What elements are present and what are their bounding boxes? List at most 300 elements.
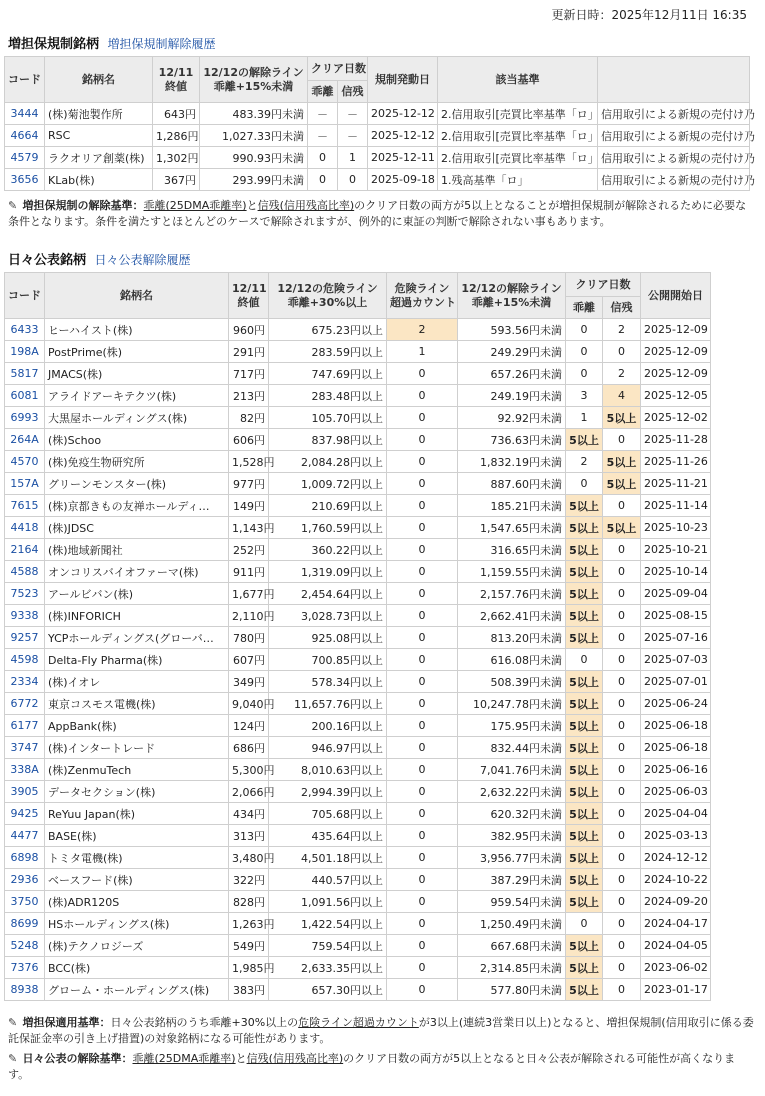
release-line: 92.92円未満 [458, 407, 566, 429]
col-header-kairi: 乖離 [308, 81, 338, 103]
close-price: 2,066円 [229, 781, 269, 803]
danger-line: 2,454.64円以上 [269, 583, 387, 605]
table-row [5, 759, 711, 781]
danger-count: 0 [387, 385, 458, 407]
clear-days-shinzan: 0 [603, 561, 641, 583]
danger-count: 0 [387, 759, 458, 781]
release-line: 959.54円未満 [458, 891, 566, 913]
danger-line: 3,028.73円以上 [269, 605, 387, 627]
clear-days-shinzan: 0 [603, 495, 641, 517]
col-header-reason: 該当基準 [438, 57, 598, 103]
close-price: 291円 [229, 341, 269, 363]
stock-code-link[interactable]: 2936 [5, 869, 45, 891]
publication-start-date: 2025-06-24 [641, 693, 711, 715]
danger-line: 1,319.09円以上 [269, 561, 387, 583]
margin-release-criteria-note: ✎ 増担保規制の解除基準：乖離(25DMA乖離率)と信残(信用残高比率)のクリア日数の両方が5以上となることが増担保規制が解除されるために必要な条件となります。条件を満たすとほとんどのケースで解除されますが、例外的に東証の判断で解除されない事もあります。 [8, 199, 747, 228]
stock-code-link[interactable]: 338A [5, 759, 45, 781]
danger-line: 2,994.39円以上 [269, 781, 387, 803]
release-line: 316.65円未満 [458, 539, 566, 561]
danger-line: 1,091.56円以上 [269, 891, 387, 913]
publication-start-date: 2025-12-09 [641, 319, 711, 341]
danger-line: 705.68円以上 [269, 803, 387, 825]
table-row [5, 825, 711, 847]
stock-code-link[interactable]: 4588 [5, 561, 45, 583]
danger-line: 675.23円以上 [269, 319, 387, 341]
danger-line: 8,010.63円以上 [269, 759, 387, 781]
regulation-note: 信用取引による新規の売付け乃 [598, 103, 750, 125]
release-line: 577.80円未満 [458, 979, 566, 1001]
col-header-code[interactable]: コード [5, 273, 45, 319]
clear-days-kairi: 5以上 [566, 561, 603, 583]
release-line: 2,314.85円未満 [458, 957, 566, 979]
clear-days-kairi: － [308, 125, 338, 147]
danger-count: 0 [387, 561, 458, 583]
stock-name: ヒーハイスト(株) [45, 319, 229, 341]
danger-count: 0 [387, 407, 458, 429]
stock-code-link[interactable]: 5248 [5, 935, 45, 957]
table-row [5, 407, 711, 429]
stock-code-link[interactable]: 8938 [5, 979, 45, 1001]
publication-start-date: 2025-06-18 [641, 737, 711, 759]
danger-count: 0 [387, 429, 458, 451]
clear-days-kairi: 5以上 [566, 847, 603, 869]
col-header-name[interactable]: 銘柄名 [45, 273, 229, 319]
publication-start-date: 2025-06-03 [641, 781, 711, 803]
table-row [5, 913, 711, 935]
close-price: 383円 [229, 979, 269, 1001]
section-title-daily-publication [8, 249, 191, 268]
clear-days-shinzan: 0 [603, 935, 641, 957]
danger-count: 0 [387, 803, 458, 825]
table-row [5, 737, 711, 759]
danger-count: 0 [387, 891, 458, 913]
publication-start-date: 2024-12-12 [641, 847, 711, 869]
release-line: 10,247.78円未満 [458, 693, 566, 715]
regulation-note: 信用取引による新規の売付け乃 [598, 147, 750, 169]
col-header-release-line[interactable]: 12/12の解除ライン 乖離+15%未満 [458, 273, 566, 319]
danger-line: 1,422.54円以上 [269, 913, 387, 935]
margin-regulation-history-link[interactable]: 増担保規制解除履歴 [107, 37, 216, 51]
close-price: 2,110円 [229, 605, 269, 627]
stock-code-link[interactable]: 3444 [5, 103, 45, 125]
close-price: 549円 [229, 935, 269, 957]
table-row [5, 671, 711, 693]
release-line: 990.93円未満 [200, 147, 308, 169]
stock-name: (株)京都きもの友禅ホールディ… [45, 495, 229, 517]
kairi-definition-link[interactable]: 乖離(25DMA乖離率) [143, 199, 247, 212]
publication-start-date: 2025-07-03 [641, 649, 711, 671]
table-row [5, 147, 750, 169]
col-header-start-date[interactable]: 公開開始日 [641, 273, 711, 319]
clear-days-shinzan: 2 [603, 363, 641, 385]
clear-days-kairi: 0 [566, 319, 603, 341]
regulation-note: 信用取引による新規の売付け乃 [598, 169, 750, 191]
release-line: 387.29円未満 [458, 869, 566, 891]
release-line: 1,159.55円未満 [458, 561, 566, 583]
close-price: 434円 [229, 803, 269, 825]
col-header-price[interactable]: 12/11 終値 [153, 57, 200, 103]
clear-days-kairi: 5以上 [566, 495, 603, 517]
close-price: 1,302円 [153, 147, 200, 169]
clear-days-shinzan: 0 [603, 583, 641, 605]
clear-days-kairi: 0 [566, 341, 603, 363]
clear-days-kairi: 5以上 [566, 539, 603, 561]
stock-code-link[interactable]: 157A [5, 473, 45, 495]
release-line: 175.95円未満 [458, 715, 566, 737]
danger-count: 0 [387, 363, 458, 385]
danger-line: 11,657.76円以上 [269, 693, 387, 715]
regulation-reason: 2.信用取引[売買比率基準「ロ」 [438, 147, 598, 169]
release-line: 508.39円未満 [458, 671, 566, 693]
table-row [5, 649, 711, 671]
table-row [5, 935, 711, 957]
release-line: 1,250.49円未満 [458, 913, 566, 935]
danger-line: 210.69円以上 [269, 495, 387, 517]
danger-count: 0 [387, 847, 458, 869]
close-price: 977円 [229, 473, 269, 495]
publication-start-date: 2023-01-17 [641, 979, 711, 1001]
close-price: 124円 [229, 715, 269, 737]
col-header-start-date[interactable]: 規制発動日 [368, 57, 438, 103]
clear-days-shinzan: 0 [603, 759, 641, 781]
regulation-note: 信用取引による新規の売付け乃 [598, 125, 750, 147]
danger-line: 700.85円以上 [269, 649, 387, 671]
table-row [5, 605, 711, 627]
pencil-icon: ✎ [8, 1052, 18, 1065]
release-line: 293.99円未満 [200, 169, 308, 191]
clear-days-shinzan: 0 [603, 627, 641, 649]
stock-name: ベースフード(株) [45, 869, 229, 891]
section-title-text: 増担保規制銘柄 [8, 37, 100, 52]
stock-code-link[interactable]: 264A [5, 429, 45, 451]
col-header-danger-line[interactable]: 12/12の危険ライン 乖離+30%以上 [269, 273, 387, 319]
danger-count: 0 [387, 715, 458, 737]
danger-count: 0 [387, 627, 458, 649]
stock-name: PostPrime(株) [45, 341, 229, 363]
stock-name: HSホールディングス(株) [45, 913, 229, 935]
stock-name: YCPホールディングス(グローバ… [45, 627, 229, 649]
danger-count: 0 [387, 539, 458, 561]
stock-code-link[interactable]: 2164 [5, 539, 45, 561]
danger-line: 360.22円以上 [269, 539, 387, 561]
stock-code-link[interactable]: 9425 [5, 803, 45, 825]
table-row [5, 561, 711, 583]
stock-code-link[interactable]: 5817 [5, 363, 45, 385]
clear-days-shinzan: 5以上 [603, 407, 641, 429]
table-row [5, 451, 711, 473]
danger-count-definition-link[interactable]: 危険ライン超過カウント [298, 1016, 419, 1029]
publication-start-date: 2025-08-15 [641, 605, 711, 627]
stock-code-link[interactable]: 2334 [5, 671, 45, 693]
publication-start-date: 2025-12-09 [641, 341, 711, 363]
col-header-shinzan: 信残 [603, 297, 641, 319]
danger-line: 4,501.18円以上 [269, 847, 387, 869]
close-price: 606円 [229, 429, 269, 451]
clear-days-kairi: 5以上 [566, 803, 603, 825]
close-price: 213円 [229, 385, 269, 407]
stock-code-link[interactable]: 9257 [5, 627, 45, 649]
col-header-price[interactable]: 12/11 終値 [229, 273, 269, 319]
danger-count: 0 [387, 605, 458, 627]
stock-name: アライドアーキテクツ(株) [45, 385, 229, 407]
clear-days-kairi: 5以上 [566, 583, 603, 605]
clear-days-kairi: 5以上 [566, 693, 603, 715]
table-row [5, 473, 711, 495]
close-price: 1,286円 [153, 125, 200, 147]
release-line: 2,157.76円未満 [458, 583, 566, 605]
danger-count: 0 [387, 869, 458, 891]
col-header-release-line[interactable]: 12/12の解除ライン 乖離+15%未満 [200, 57, 308, 103]
danger-line: 2,633.35円以上 [269, 957, 387, 979]
table-row [5, 803, 711, 825]
clear-days-shinzan: 0 [603, 781, 641, 803]
stock-code-link[interactable]: 4477 [5, 825, 45, 847]
clear-days-kairi: 0 [308, 169, 338, 191]
stock-code-link[interactable]: 4598 [5, 649, 45, 671]
publication-start-date: 2025-12-02 [641, 407, 711, 429]
col-header-clear-days: クリア日数 [308, 57, 368, 81]
release-line: 2,662.41円未満 [458, 605, 566, 627]
publication-start-date: 2025-10-23 [641, 517, 711, 539]
close-price: 82円 [229, 407, 269, 429]
publication-start-date: 2023-06-02 [641, 957, 711, 979]
col-header-clear-days: クリア日数 [566, 273, 641, 297]
stock-name: (株)菊池製作所 [45, 103, 153, 125]
update-timestamp: 更新日時：2025年12月11日 16:35 [551, 8, 747, 22]
close-price: 780円 [229, 627, 269, 649]
clear-days-shinzan: 2 [603, 319, 641, 341]
clear-days-kairi: 0 [308, 147, 338, 169]
table-row [5, 103, 750, 125]
clear-days-kairi: 5以上 [566, 715, 603, 737]
clear-days-kairi: 1 [566, 407, 603, 429]
clear-days-kairi: 5以上 [566, 957, 603, 979]
clear-days-shinzan: 0 [603, 979, 641, 1001]
table-row [5, 341, 711, 363]
stock-name: (株)ADR120S [45, 891, 229, 913]
stock-code-link[interactable]: 3750 [5, 891, 45, 913]
stock-code-link[interactable]: 6177 [5, 715, 45, 737]
clear-days-kairi: 5以上 [566, 737, 603, 759]
release-line: 832.44円未満 [458, 737, 566, 759]
margin-regulation-table [4, 56, 755, 191]
danger-line: 747.69円以上 [269, 363, 387, 385]
regulation-start-date: 2025-12-12 [368, 125, 438, 147]
release-line: 1,027.33円未満 [200, 125, 308, 147]
stock-code-link[interactable]: 3656 [5, 169, 45, 191]
clear-days-shinzan: 0 [338, 169, 368, 191]
clear-days-shinzan: 4 [603, 385, 641, 407]
close-price: 1,528円 [229, 451, 269, 473]
table-row [5, 627, 711, 649]
stock-name: (株)イオレ [45, 671, 229, 693]
stock-name: KLab(株) [45, 169, 153, 191]
table-row [5, 781, 711, 803]
stock-name: (株)INFORICH [45, 605, 229, 627]
danger-line: 435.64円以上 [269, 825, 387, 847]
clear-days-kairi: － [308, 103, 338, 125]
clear-days-shinzan: 0 [603, 693, 641, 715]
clear-days-kairi: 5以上 [566, 891, 603, 913]
stock-name: Delta-Fly Pharma(株) [45, 649, 229, 671]
release-line: 7,041.76円未満 [458, 759, 566, 781]
danger-line: 1,009.72円以上 [269, 473, 387, 495]
daily-release-criteria-note: ✎ 日々公表の解除基準：乖離(25DMA乖離率)と信残(信用残高比率)のクリア日数の両方が5以上となると日々公表が解除される可能性が高くなります。 [8, 1052, 736, 1081]
close-price: 5,300円 [229, 759, 269, 781]
clear-days-shinzan: 0 [603, 429, 641, 451]
shinzan-definition-link[interactable]: 信残(信用残高比率) [257, 199, 355, 212]
danger-line: 200.16円以上 [269, 715, 387, 737]
danger-line: 925.08円以上 [269, 627, 387, 649]
close-price: 717円 [229, 363, 269, 385]
stock-code-link[interactable]: 6081 [5, 385, 45, 407]
regulation-start-date: 2025-09-18 [368, 169, 438, 191]
stock-name: (株)JDSC [45, 517, 229, 539]
stock-code-link[interactable]: 4418 [5, 517, 45, 539]
stock-code-link[interactable]: 3905 [5, 781, 45, 803]
danger-count: 0 [387, 825, 458, 847]
stock-code-link[interactable]: 4579 [5, 147, 45, 169]
daily-publication-history-link[interactable]: 日々公表解除履歴 [94, 253, 191, 267]
pencil-icon: ✎ [8, 1016, 18, 1029]
stock-name: BASE(株) [45, 825, 229, 847]
clear-days-shinzan: 0 [603, 671, 641, 693]
clear-days-kairi: 5以上 [566, 869, 603, 891]
danger-count: 0 [387, 473, 458, 495]
clear-days-kairi: 0 [566, 473, 603, 495]
danger-count: 0 [387, 693, 458, 715]
col-header-code[interactable]: コード [5, 57, 45, 103]
close-price: 367円 [153, 169, 200, 191]
stock-code-link[interactable]: 6772 [5, 693, 45, 715]
release-line: 3,956.77円未満 [458, 847, 566, 869]
stock-code-link[interactable]: 4664 [5, 125, 45, 147]
clear-days-kairi: 0 [566, 649, 603, 671]
danger-line: 759.54円以上 [269, 935, 387, 957]
table-row [5, 125, 750, 147]
danger-line: 578.34円以上 [269, 671, 387, 693]
danger-count: 0 [387, 649, 458, 671]
clear-days-shinzan: 1 [338, 147, 368, 169]
stock-name: AppBank(株) [45, 715, 229, 737]
close-price: 686円 [229, 737, 269, 759]
table-row [5, 539, 711, 561]
release-line: 887.60円未満 [458, 473, 566, 495]
col-header-danger-count[interactable]: 危険ライン 超過カウント [387, 273, 458, 319]
stock-name: アールビバン(株) [45, 583, 229, 605]
margin-apply-criteria-note: ✎ 増担保適用基準：日々公表銘柄のうち乖離+30%以上の危険ライン超過カウントが3以上(連続3営業日以上)となると、増担保規制(信用取引に係る委託保証金率の引き上げ措置)の対象銘柄になる可能性があります。 [8, 1016, 754, 1045]
stock-code-link[interactable]: 9338 [5, 605, 45, 627]
release-line: 2,632.22円未満 [458, 781, 566, 803]
danger-count: 2 [387, 319, 458, 341]
stock-code-link[interactable]: 4570 [5, 451, 45, 473]
stock-code-link[interactable]: 6898 [5, 847, 45, 869]
clear-days-shinzan: － [338, 103, 368, 125]
close-price: 960円 [229, 319, 269, 341]
close-price: 1,985円 [229, 957, 269, 979]
release-line: 667.68円未満 [458, 935, 566, 957]
kairi-definition-link[interactable]: 乖離(25DMA乖離率) [132, 1052, 236, 1065]
close-price: 643円 [153, 103, 200, 125]
danger-count: 0 [387, 781, 458, 803]
regulation-reason: 2.信用取引[売買比率基準「ロ」 [438, 125, 598, 147]
clear-days-shinzan: 0 [603, 649, 641, 671]
table-row [5, 517, 711, 539]
close-price: 1,263円 [229, 913, 269, 935]
danger-line: 1,760.59円以上 [269, 517, 387, 539]
table-row [5, 385, 711, 407]
stock-name: (株)インタートレード [45, 737, 229, 759]
table-row [5, 891, 711, 913]
close-price: 9,040円 [229, 693, 269, 715]
clear-days-shinzan: 0 [603, 869, 641, 891]
clear-days-shinzan: 0 [603, 715, 641, 737]
regulation-reason: 2.信用取引[売買比率基準「ロ」 [438, 103, 598, 125]
stock-code-link[interactable]: 7376 [5, 957, 45, 979]
stock-code-link[interactable]: 8699 [5, 913, 45, 935]
clear-days-shinzan: 0 [603, 803, 641, 825]
table-row [5, 957, 711, 979]
stock-code-link[interactable]: 7615 [5, 495, 45, 517]
clear-days-kairi: 5以上 [566, 605, 603, 627]
stock-code-link[interactable]: 7523 [5, 583, 45, 605]
stock-name: ラクオリア創薬(株) [45, 147, 153, 169]
stock-code-link[interactable]: 6993 [5, 407, 45, 429]
close-price: 1,143円 [229, 517, 269, 539]
table-row [5, 979, 711, 1001]
stock-code-link[interactable]: 3747 [5, 737, 45, 759]
table-row [5, 869, 711, 891]
stock-code-link[interactable]: 198A [5, 341, 45, 363]
danger-line: 2,084.28円以上 [269, 451, 387, 473]
danger-line: 105.70円以上 [269, 407, 387, 429]
col-header-kairi: 乖離 [566, 297, 603, 319]
publication-start-date: 2025-12-05 [641, 385, 711, 407]
close-price: 1,677円 [229, 583, 269, 605]
publication-start-date: 2025-03-13 [641, 825, 711, 847]
col-header-name[interactable]: 銘柄名 [45, 57, 153, 103]
stock-name: グリーンモンスター(株) [45, 473, 229, 495]
clear-days-shinzan: 5以上 [603, 451, 641, 473]
publication-start-date: 2025-11-21 [641, 473, 711, 495]
close-price: 828円 [229, 891, 269, 913]
stock-name: 大黒屋ホールディングス(株) [45, 407, 229, 429]
stock-name: 東京コスモス電機(株) [45, 693, 229, 715]
danger-count: 0 [387, 957, 458, 979]
release-line: 382.95円未満 [458, 825, 566, 847]
stock-code-link[interactable]: 6433 [5, 319, 45, 341]
table-row [5, 169, 750, 191]
publication-start-date: 2024-04-17 [641, 913, 711, 935]
table-row [5, 495, 711, 517]
publication-start-date: 2025-10-14 [641, 561, 711, 583]
release-line: 1,547.65円未満 [458, 517, 566, 539]
danger-count: 0 [387, 583, 458, 605]
table-row [5, 693, 711, 715]
table-row [5, 715, 711, 737]
clear-days-kairi: 0 [566, 913, 603, 935]
danger-count: 0 [387, 913, 458, 935]
publication-start-date: 2025-06-16 [641, 759, 711, 781]
clear-days-kairi: 5以上 [566, 781, 603, 803]
danger-count: 1 [387, 341, 458, 363]
shinzan-definition-link[interactable]: 信残(信用残高比率) [246, 1052, 344, 1065]
clear-days-shinzan: － [338, 125, 368, 147]
close-price: 911円 [229, 561, 269, 583]
clear-days-shinzan: 0 [603, 957, 641, 979]
danger-count: 0 [387, 979, 458, 1001]
stock-name: トミタ電機(株) [45, 847, 229, 869]
